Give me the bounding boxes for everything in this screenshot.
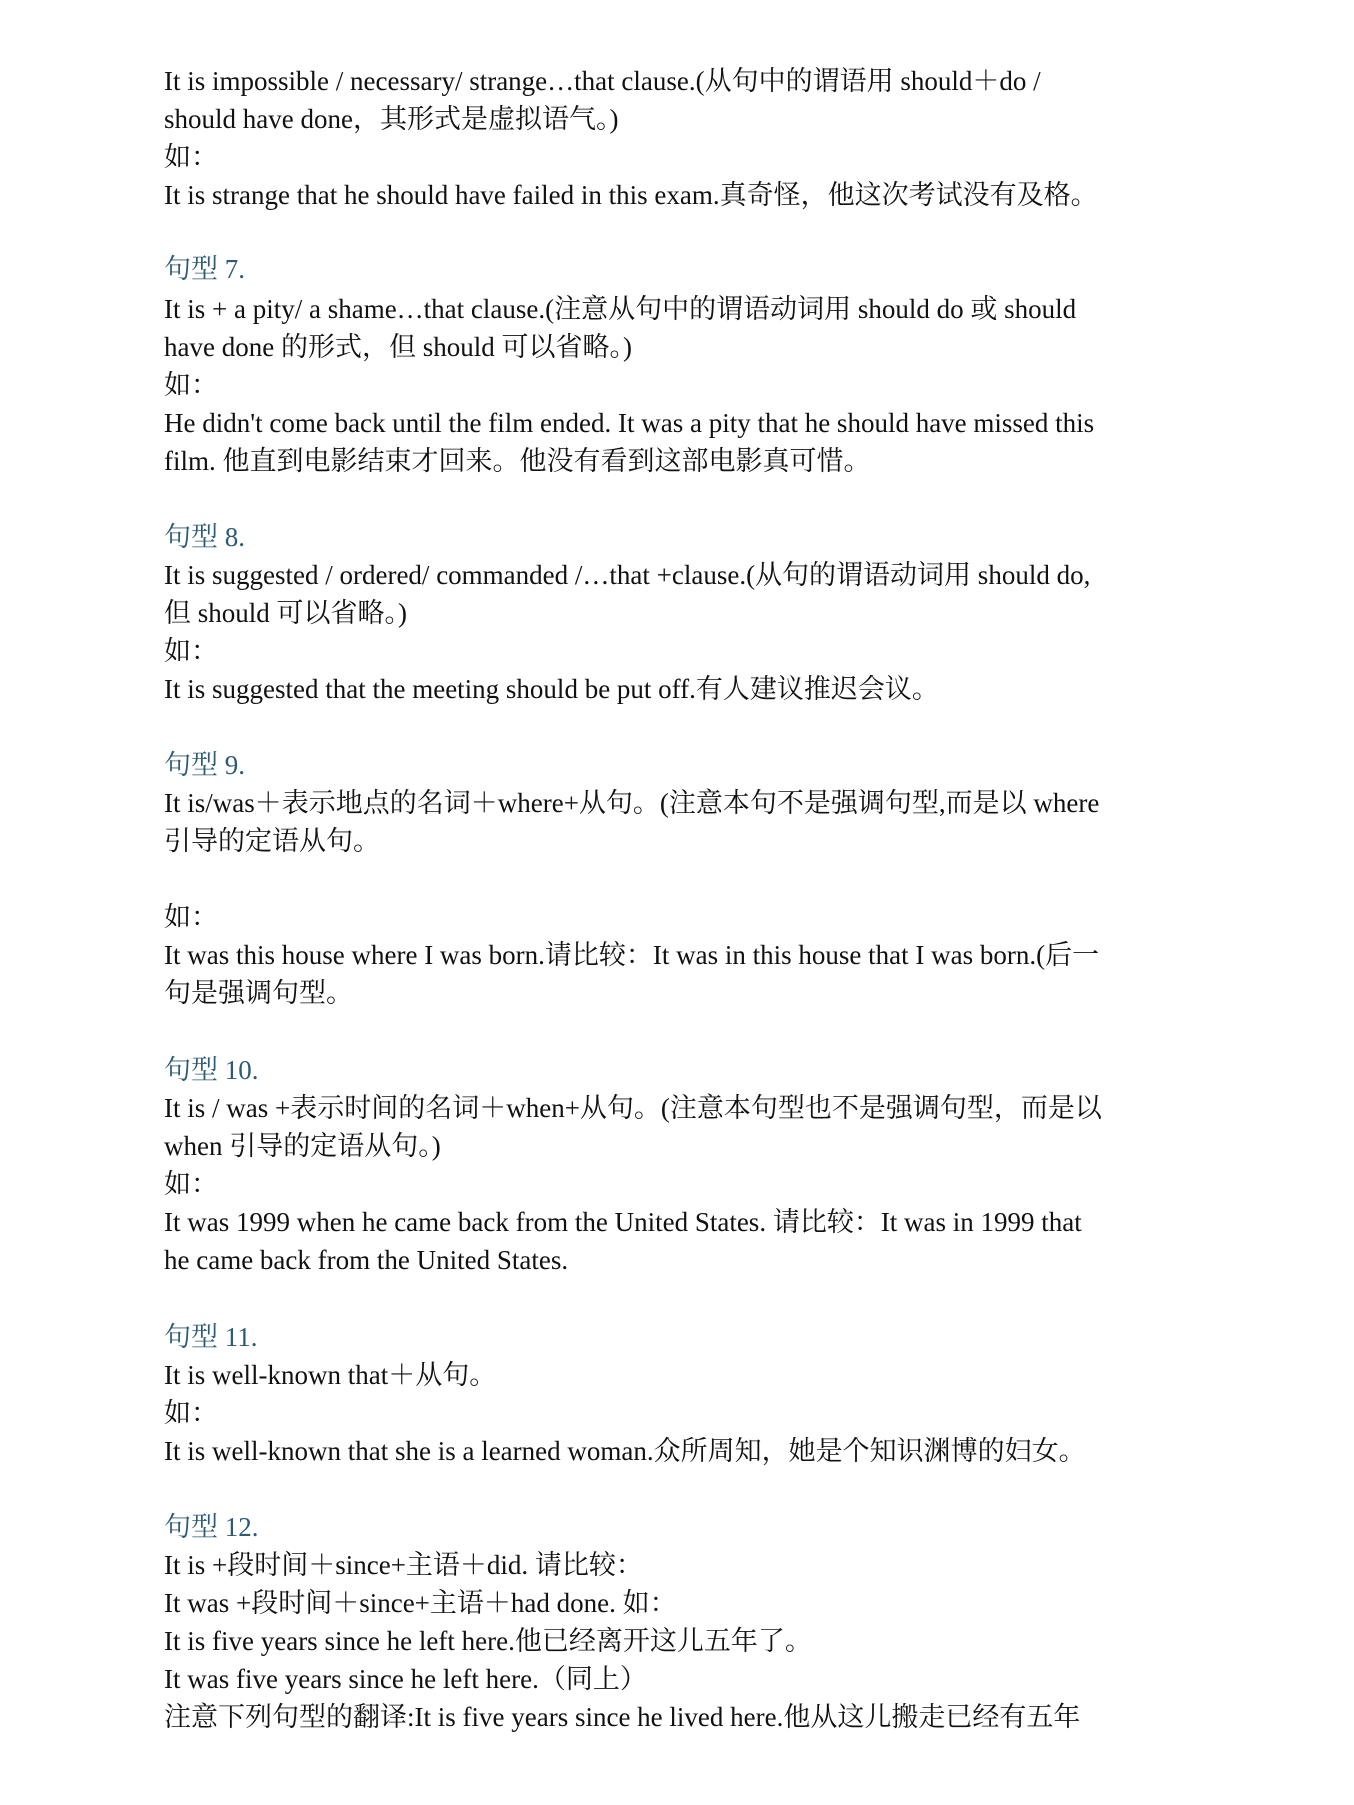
section-line: It was +段时间＋since+主语＋had done. 如：	[164, 1588, 677, 1618]
section-heading-10: 句型 10.	[164, 1055, 259, 1085]
section-line: It is well-known that she is a learned woman.众所周知，她是个知识渊博的妇女。	[164, 1436, 1086, 1466]
section-line: It was this house where I was born.请比较：It was in this house that I was born.(后一	[164, 940, 1100, 970]
section-line: It is / was +表示时间的名词＋when+从句。(注意本句型也不是强调句型，而是以	[164, 1093, 1102, 1123]
intro-line: should have done，其形式是虚拟语气。)	[164, 104, 619, 134]
section-line: he came back from the United States.	[164, 1245, 569, 1275]
section-line: have done 的形式，但 should 可以省略。)	[164, 332, 632, 362]
section-line: when 引导的定语从句。)	[164, 1131, 441, 1161]
section-line: It is + a pity/ a shame…that clause.(注意从句中的谓语动词用 should do 或 should	[164, 294, 1077, 324]
section-line: 如：	[164, 902, 218, 932]
section-line: 如：	[164, 636, 218, 666]
section-line: film. 他直到电影结束才回来。他没有看到这部电影真可惜。	[164, 446, 871, 476]
section-line: 注意下列句型的翻译:It is five years since he lived here.他从这儿搬走已经有五年	[164, 1702, 1081, 1732]
section-line: It is suggested / ordered/ commanded /…that +clause.(从句的谓语动词用 should do,	[164, 560, 1091, 590]
section-line: It is well-known that＋从句。	[164, 1360, 497, 1390]
section-line: 但 should 可以省略。)	[164, 598, 407, 628]
section-heading-8: 句型 8.	[164, 522, 245, 552]
section-line: 如：	[164, 1398, 218, 1428]
intro-line: It is strange that he should have failed in this exam.真奇怪，他这次考试没有及格。	[164, 180, 1098, 210]
section-heading-9: 句型 9.	[164, 750, 245, 780]
section-line: It is +段时间＋since+主语＋did. 请比较：	[164, 1550, 643, 1580]
section-line: It was 1999 when he came back from the United States. 请比较：It was in 1999 that	[164, 1207, 1082, 1237]
section-heading-11: 句型 11.	[164, 1322, 258, 1352]
section-line: 引导的定语从句。	[164, 826, 380, 856]
section-line: He didn't come back until the film ended. It was a pity that he should have missed this	[164, 408, 1095, 438]
section-line: It is five years since he left here.他已经离开这儿五年了。	[164, 1626, 812, 1656]
section-line: 如：	[164, 1169, 218, 1199]
intro-line: 如：	[164, 142, 218, 172]
section-line: It is/was＋表示地点的名词＋where+从句。(注意本句不是强调句型,而是以 where	[164, 788, 1100, 818]
section-line: 如：	[164, 370, 218, 400]
section-line: It was five years since he left here.（同上）	[164, 1664, 647, 1694]
section-line: It is suggested that the meeting should be put off.有人建议推迟会议。	[164, 674, 939, 704]
section-heading-7: 句型 7.	[164, 254, 245, 284]
section-line: 句是强调句型。	[164, 978, 353, 1008]
intro-line: It is impossible / necessary/ strange…that clause.(从句中的谓语用 should＋do /	[164, 66, 1041, 96]
section-heading-12: 句型 12.	[164, 1512, 259, 1542]
